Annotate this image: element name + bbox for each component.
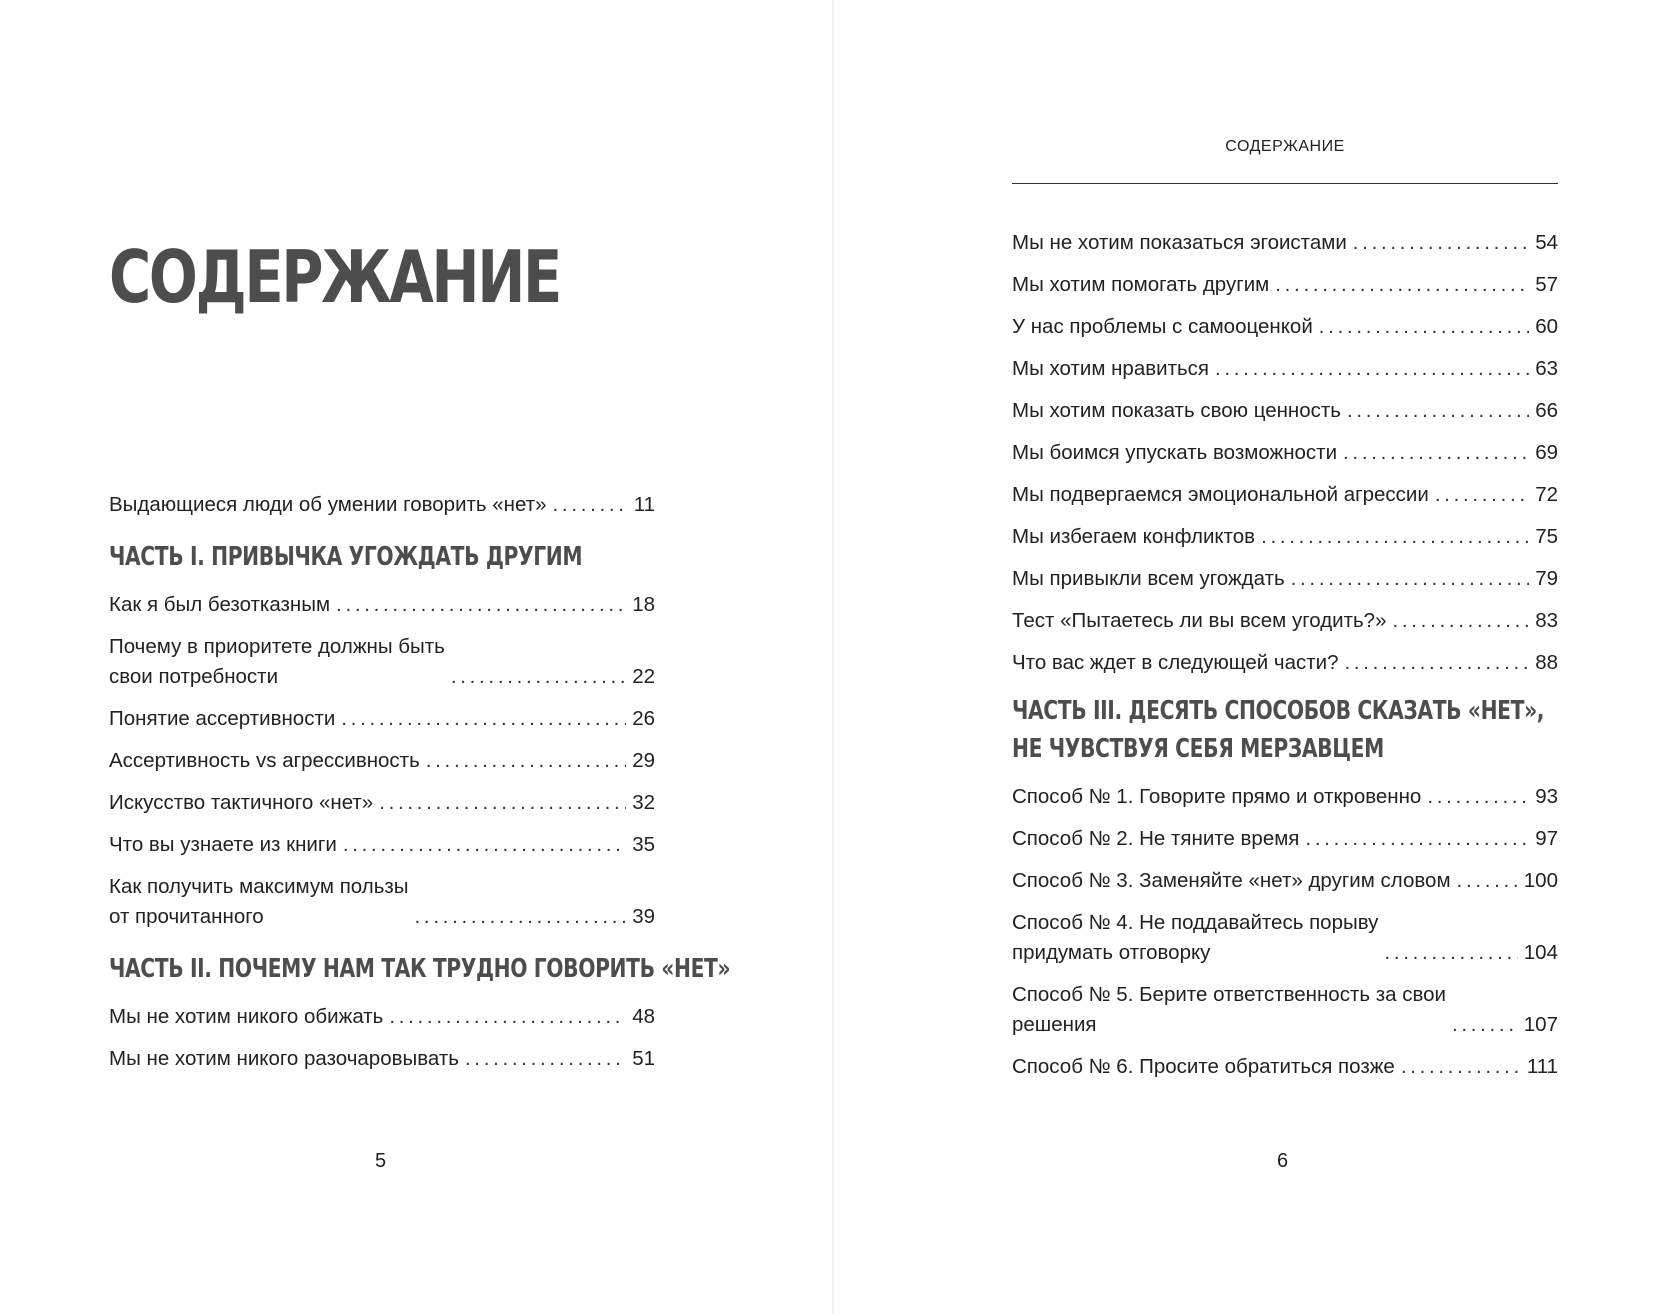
toc-entry[interactable] — [1012, 824, 1558, 854]
part-heading-line1: ЧАСТЬ III. ДЕСЯТЬ СПОСОБОВ СКАЗАТЬ «НЕТ», — [1012, 696, 1545, 726]
page-title: СОДЕРЖАНИЕ — [109, 235, 560, 319]
leader-dots — [1401, 1052, 1521, 1082]
toc-entry-text-line1: Как получить максимум пользы — [109, 875, 409, 898]
leader-dots — [1452, 1010, 1518, 1040]
leader-dots — [1345, 648, 1530, 678]
toc-entry-page: 69 — [1535, 441, 1558, 464]
toc-entry[interactable] — [109, 746, 655, 776]
toc-entry[interactable] — [1012, 1052, 1558, 1082]
leader-dots — [1457, 866, 1518, 896]
toc-entry-page: 18 — [632, 593, 655, 616]
leader-dots — [1393, 606, 1530, 636]
toc-entry[interactable] — [109, 788, 655, 818]
toc-entry[interactable] — [1012, 782, 1558, 812]
toc-entry-text: Способ № 1. Говорите прямо и откровенно — [1012, 785, 1422, 808]
toc-entry[interactable] — [1012, 396, 1558, 426]
toc-entry[interactable] — [1012, 312, 1558, 342]
toc-entry-text: Как я был безотказным — [109, 593, 331, 616]
toc-entry-page: 97 — [1535, 827, 1558, 850]
toc-entry-text: Искусство тактичного «нет» — [109, 791, 374, 814]
toc-entry-page: 72 — [1535, 483, 1558, 506]
toc-entry-text: Мы не хотим никого обижать — [109, 1005, 384, 1028]
toc-entry-page: 83 — [1535, 609, 1558, 632]
toc-entry-text: Мы привыкли всем угождать — [1012, 567, 1285, 590]
toc-entry-page: 107 — [1523, 1013, 1558, 1036]
toc-entry-text: Мы боимся упускать возможности — [1012, 441, 1338, 464]
toc-entry-text: Мы хотим помогать другим — [1012, 273, 1270, 296]
toc-entry-text: У нас проблемы с самооценкой — [1012, 315, 1313, 338]
toc-entry-page: 60 — [1535, 315, 1558, 338]
toc-entry-page: 29 — [632, 749, 655, 772]
toc-entry[interactable] — [109, 490, 655, 520]
toc-left — [109, 490, 731, 1086]
leader-dots — [1291, 564, 1530, 594]
leader-dots — [1347, 396, 1529, 426]
toc-entry-page: 63 — [1535, 357, 1558, 380]
toc-entry-page: 79 — [1535, 567, 1558, 590]
toc-entry[interactable] — [109, 830, 655, 860]
toc-entry-page: 51 — [632, 1047, 655, 1070]
leader-dots — [1427, 782, 1529, 812]
toc-entry-text-line2: от прочитанного — [109, 905, 264, 928]
leader-dots — [336, 590, 626, 620]
toc-entry-text: Мы не хотим показаться эгоистами — [1012, 231, 1347, 254]
toc-entry[interactable] — [109, 632, 655, 692]
leader-dots — [1305, 824, 1529, 854]
toc-entry-page: 75 — [1535, 525, 1558, 548]
toc-entry-page: 57 — [1535, 273, 1558, 296]
toc-entry[interactable] — [1012, 354, 1558, 384]
toc-entry[interactable] — [1012, 866, 1558, 896]
toc-entry[interactable] — [1012, 480, 1558, 510]
running-head-rule — [1012, 183, 1558, 184]
toc-entry-text: Способ № 2. Не тяните время — [1012, 827, 1300, 850]
toc-right — [1012, 228, 1558, 1094]
toc-entry-text-line2: свои потребности — [109, 665, 279, 688]
leader-dots — [1343, 438, 1529, 468]
leader-dots — [343, 830, 626, 860]
leader-dots — [1275, 270, 1529, 300]
leader-dots — [1215, 354, 1529, 384]
toc-entry-page: 22 — [632, 665, 655, 688]
toc-entry-text: Мы не хотим никого разочаровывать — [109, 1047, 459, 1070]
toc-entry-text-line1: Способ № 5. Берите ответственность за свои — [1012, 983, 1446, 1006]
toc-entry-page: 48 — [632, 1005, 655, 1028]
page-number: 6 — [1277, 1150, 1289, 1172]
toc-entry[interactable] — [1012, 522, 1558, 552]
toc-entry-text-block — [1012, 908, 1378, 968]
toc-entry-text: Выдающиеся люди об умении говорить «нет» — [109, 493, 547, 516]
toc-entry-page: 88 — [1535, 651, 1558, 674]
toc-entry-page: 26 — [632, 707, 655, 730]
page-number: 5 — [375, 1150, 387, 1172]
toc-entry-text: Мы хотим нравиться — [1012, 357, 1209, 380]
toc-entry[interactable] — [1012, 228, 1558, 258]
part-heading-line2: НЕ ЧУВСТВУЯ СЕБЯ МЕРЗАВЦЕМ — [1012, 734, 1384, 764]
leader-dots — [1435, 480, 1529, 510]
part-heading — [1012, 692, 1545, 730]
toc-entry-text-line1: Почему в приоритете должны быть — [109, 635, 445, 658]
leader-dots — [389, 1002, 626, 1032]
toc-entry-page: 11 — [633, 493, 655, 516]
toc-entry-text: Способ № 6. Просите обратиться позже — [1012, 1055, 1395, 1078]
leader-dots — [1319, 312, 1529, 342]
toc-entry-text-block — [109, 872, 409, 932]
toc-entry[interactable] — [109, 1044, 655, 1074]
leader-dots — [1353, 228, 1529, 258]
part-heading: ЧАСТЬ II. ПОЧЕМУ НАМ ТАК ТРУДНО ГОВОРИТЬ «НЕТ» — [109, 954, 731, 984]
leader-dots — [1261, 522, 1529, 552]
toc-entry[interactable] — [109, 704, 655, 734]
toc-entry-text: Способ № 3. Заменяйте «нет» другим словом — [1012, 869, 1451, 892]
toc-entry[interactable] — [1012, 648, 1558, 678]
toc-entry-page: 104 — [1523, 941, 1558, 964]
toc-entry-text: Понятие ассертивности — [109, 707, 336, 730]
toc-entry-text-block — [109, 632, 445, 692]
toc-entry-page: 66 — [1535, 399, 1558, 422]
toc-entry[interactable] — [109, 590, 655, 620]
toc-entry[interactable] — [1012, 908, 1558, 968]
leader-dots — [415, 902, 627, 932]
toc-entry-text: Что вас ждет в следующей части? — [1012, 651, 1339, 674]
toc-entry-text: Мы подвергаемся эмоциональной агрессии — [1012, 483, 1429, 506]
toc-entry[interactable] — [1012, 564, 1558, 594]
toc-entry-page: 54 — [1535, 231, 1558, 254]
toc-entry-text-block — [1012, 980, 1446, 1040]
toc-entry[interactable] — [1012, 980, 1558, 1040]
leader-dots — [451, 662, 626, 692]
toc-entry-text: Что вы узнаете из книги — [109, 833, 337, 856]
toc-entry-page: 35 — [632, 833, 655, 856]
toc-entry[interactable] — [1012, 438, 1558, 468]
leader-dots — [553, 490, 628, 520]
toc-entry[interactable] — [109, 872, 655, 932]
toc-entry-text-line1: Способ № 4. Не поддавайтесь порыву — [1012, 911, 1379, 934]
toc-entry-page: 93 — [1535, 785, 1558, 808]
toc-entry-text: Ассертивность vs агрессивность — [109, 749, 420, 772]
toc-entry[interactable] — [1012, 606, 1558, 636]
toc-entry-page: 32 — [632, 791, 655, 814]
toc-entry-text: Тест «Пытаетесь ли вы всем угодить?» — [1012, 609, 1387, 632]
leader-dots — [379, 788, 626, 818]
toc-entry-page: 111 — [1526, 1055, 1558, 1078]
toc-entry-page: 39 — [632, 905, 655, 928]
toc-entry[interactable] — [109, 1002, 655, 1032]
toc-entry[interactable] — [1012, 270, 1558, 300]
leader-dots — [341, 704, 626, 734]
leader-dots — [465, 1044, 626, 1074]
leader-dots — [1384, 938, 1517, 968]
toc-entry-text: Мы хотим показать свою ценность — [1012, 399, 1341, 422]
part-heading: ЧАСТЬ I. ПРИВЫЧКА УГОЖДАТЬ ДРУГИМ — [109, 542, 583, 572]
part-heading — [1012, 730, 1438, 768]
toc-entry-text: Мы избегаем конфликтов — [1012, 525, 1256, 548]
running-head: СОДЕРЖАНИЕ — [1225, 138, 1345, 155]
toc-entry-text-line2: придумать отговорку — [1012, 941, 1211, 964]
toc-entry-page: 100 — [1523, 869, 1558, 892]
leader-dots — [426, 746, 626, 776]
toc-entry-text-line2: решения — [1012, 1013, 1097, 1036]
